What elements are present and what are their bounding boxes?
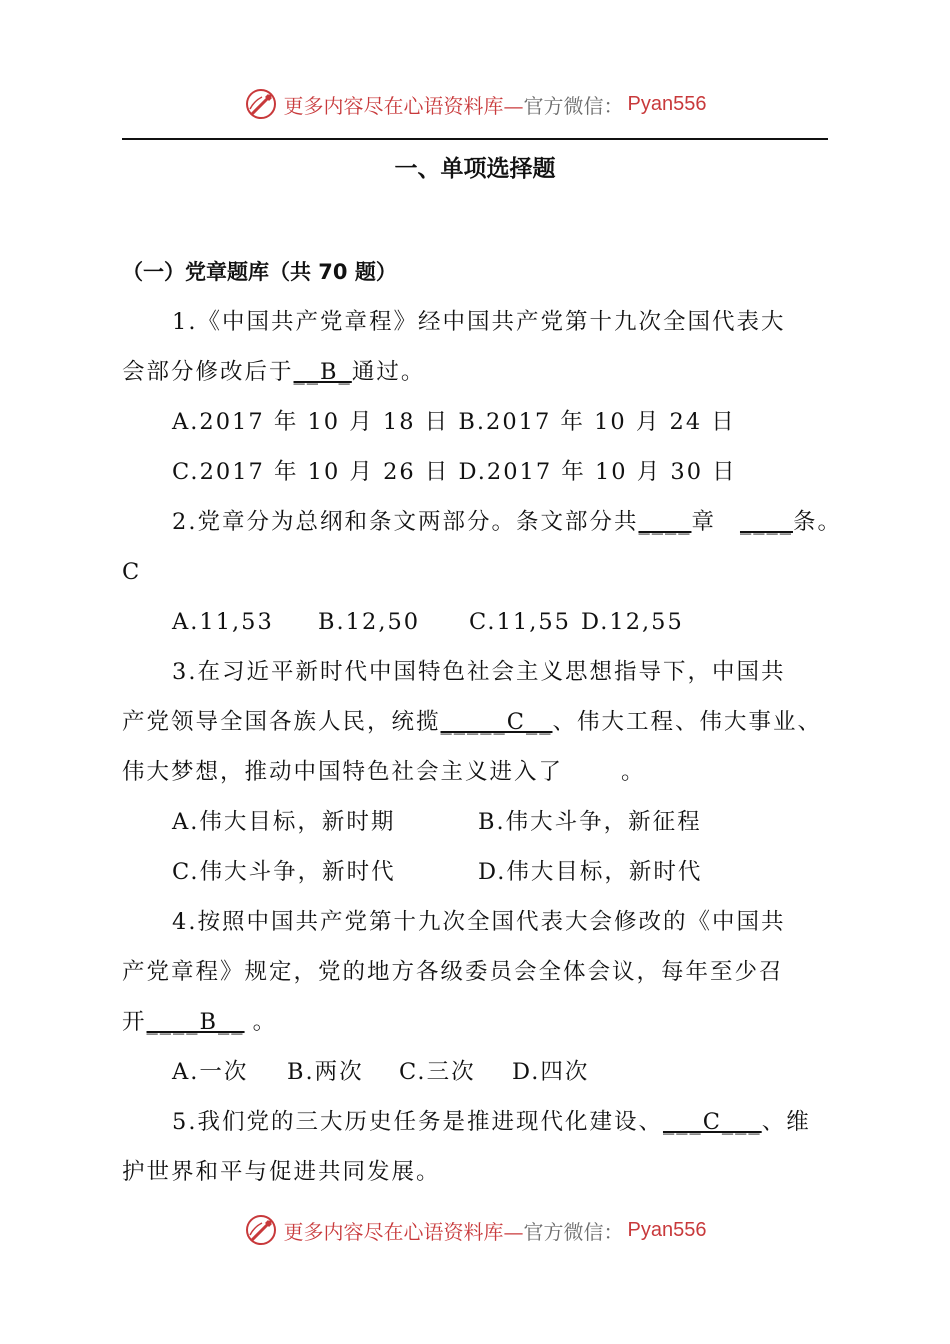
watermark-text: 更多内容尽在心语资料库— <box>283 1219 524 1244</box>
question-4-text-pre: 开 <box>122 1009 147 1035</box>
question-2-blank-2: ____ <box>739 509 793 535</box>
question-5-text-post: 、维 <box>761 1109 811 1135</box>
header-rule <box>122 138 828 140</box>
watermark-text: 更多内容尽在心语资料库— <box>283 93 524 118</box>
question-1-text: 1.《中国共产党章程》经中国共产党第十九次全国代表大 <box>172 309 786 335</box>
question-2-option-a: A.11,53 <box>172 609 274 635</box>
brush-logo-icon <box>244 87 278 121</box>
wechat-id: Pyan556 <box>627 92 707 115</box>
question-2-blank-1: ____ <box>638 509 692 535</box>
question-5-text-cont: 护世界和平与促进共同发展。 <box>122 1159 441 1185</box>
question-3-option-d: D.伟大目标，新时代 <box>478 859 703 885</box>
section-heading: （一）党章题库（共 70 题） <box>122 260 397 284</box>
brush-logo-icon <box>244 1213 278 1247</box>
question-1-answer: __B_ <box>293 359 352 385</box>
question-3-text-cont <box>122 706 822 738</box>
question-1-text-cont <box>122 356 425 388</box>
question-2-option-c: C.11,55 <box>469 609 571 635</box>
question-2-text-pre: 2.党章分为总纲和条文两部分。条文部分共 <box>172 509 639 535</box>
question-4-option-c: C.三次 <box>399 1059 476 1085</box>
page-title: 一、单项选择题 <box>394 156 556 182</box>
question-1-options-ab: A.2017 年 10 月 18 日 B.2017 年 10 月 24 日 <box>172 409 736 435</box>
question-2-option-d: D.12,55 <box>581 609 684 635</box>
question-3-text-line3: 伟大梦想，推动中国特色社会主义进入了 <box>122 759 564 785</box>
question-4-text-post: 。 <box>252 1009 278 1035</box>
question-2-option-b: B.12,50 <box>318 609 421 635</box>
watermark-banner-top <box>0 86 950 122</box>
question-4-text-end <box>122 1006 277 1038</box>
question-5-text <box>172 1106 811 1138</box>
question-4-text-cont: 产党章程》规定，党的地方各级委员会全体会议，每年至少召 <box>122 959 784 985</box>
question-3-option-a: A.伟大目标，新时期 <box>172 809 396 835</box>
wechat-label: 官方微信： <box>523 1219 624 1244</box>
question-1-text-pre: 会部分修改后于 <box>122 359 294 385</box>
question-3-option-c: C.伟大斗争，新时代 <box>172 859 396 885</box>
question-3-option-b: B.伟大斗争，新征程 <box>478 809 702 835</box>
question-3-text-pre: 产党领导全国各族人民，统揽 <box>122 709 441 735</box>
question-4-option-d: D.四次 <box>512 1059 590 1085</box>
question-3-text-period: 。 <box>621 759 646 785</box>
wechat-id: Pyan556 <box>627 1218 707 1241</box>
watermark-banner-bottom <box>0 1212 950 1248</box>
wechat-label: 官方微信： <box>523 93 624 118</box>
question-1-text-post: 通过。 <box>351 359 426 385</box>
question-3-text: 3.在习近平新时代中国特色社会主义思想指导下，中国共 <box>172 659 786 685</box>
question-2-text <box>172 506 842 538</box>
question-2-text-mid: 章 <box>691 509 716 535</box>
question-3-answer: _____C__ <box>440 709 553 735</box>
question-1-options-cd: C.2017 年 10 月 26 日 D.2017 年 10 月 30 日 <box>172 459 737 485</box>
question-4-text: 4.按照中国共产党第十九次全国代表大会修改的《中国共 <box>172 909 786 935</box>
question-2-text-post: 条。 <box>792 509 842 535</box>
question-5-answer: ___C___ <box>662 1109 762 1135</box>
question-4-option-a: A.一次 <box>172 1059 249 1085</box>
question-3-text-post: 、伟大工程、伟大事业、 <box>552 709 822 735</box>
question-2-answer: C <box>122 559 142 585</box>
question-4-option-b: B.两次 <box>287 1059 364 1085</box>
question-5-text-pre: 5.我们党的三大历史任务是推进现代化建设、 <box>172 1109 663 1135</box>
question-4-answer: ____B__ <box>146 1009 245 1035</box>
question-3-text-end <box>122 756 646 788</box>
